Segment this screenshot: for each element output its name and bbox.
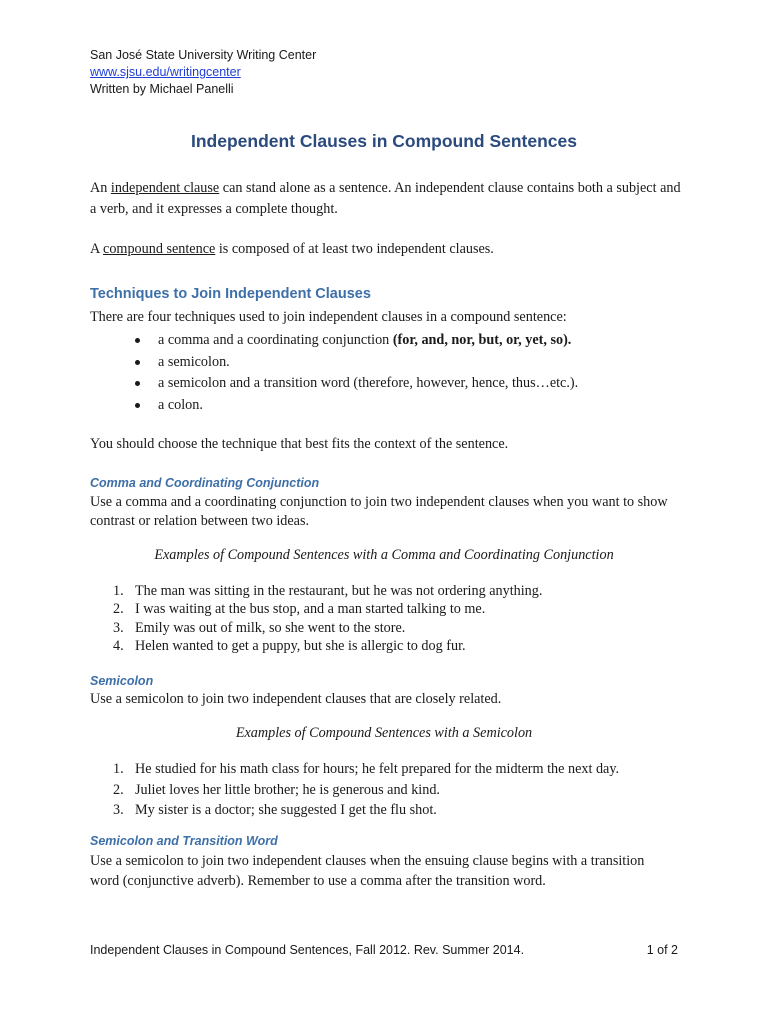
techniques-lead: There are four techniques used to join independent clauses in a compound sentence: [90,309,567,325]
techniques-heading: Techniques to Join Independent Clauses [90,286,371,302]
item-number: 3. [113,619,124,636]
comma-section-heading: Comma and Coordinating Conjunction [90,476,320,490]
intro-text: An [90,180,111,196]
intro-text: A [90,241,104,257]
item-number: 1. [113,761,124,777]
author-line: Written by Michael Panelli [90,82,234,96]
intro-text: is composed of at least two independent clauses. [215,241,494,257]
org-name: San José State University Writing Center [90,48,317,62]
transition-section-body: Use a semicolon to join two independent clauses when the ensuing clause begins with a transition word (conjunctive adverb). Remember to use a comma after the transition word. [90,853,645,889]
semicolon-section-body: Use a semicolon to join two independent clauses that are closely related. [90,691,502,707]
example-text: He studied for his math class for hours; he felt prepared for the midterm the next day. [135,761,620,777]
list-item [113,619,542,637]
semicolon-section-heading: Semicolon [90,674,154,688]
list-item [113,780,619,801]
intro-paragraph-2 [90,239,690,260]
document-header [90,47,316,98]
page-number: 1 of 2 [646,943,678,957]
example-text: I was waiting at the bus stop, and a man started talking to me. [135,601,486,618]
page-title: Independent Clauses in Compound Sentences [190,131,578,151]
bullet-text: a comma and a coordinating conjunction [158,332,393,348]
conjunctions-list: (for, and, nor, but, or, yet, so). [392,332,572,348]
example-text: My sister is a doctor; she suggested I get the flu shot. [135,802,437,818]
writing-center-link[interactable]: www.sjsu.edu/writingcenter [90,65,241,79]
list-item [113,759,619,780]
list-item [113,800,619,821]
semicolon-examples-list [113,759,619,821]
item-number: 1. [113,583,124,599]
semicolon-examples-title: Examples of Compound Sentences with a Semicolon [235,725,533,741]
list-item: a colon. [132,395,578,417]
list-item [113,600,542,618]
example-text: Juliet loves her little brother; he is generous and kind. [135,781,440,798]
comma-examples-title: Examples of Compound Sentences with a Comma and Coordinating Conjunction [154,547,614,563]
techniques-closing: You should choose the technique that best fits the context of the sentence. [90,436,509,452]
term-independent-clause: independent clause [110,180,220,196]
term-compound-sentence: compound sentence [103,241,216,257]
example-text: Helen wanted to get a puppy, but she is allergic to dog fur. [135,637,466,654]
item-number: 2. [113,781,124,798]
intro-text: can stand alone as a sentence. An independent clause contains both a subject and a verb, and it expresses a complete thought. [90,180,681,217]
list-item: a semicolon and a transition word (therefore, however, hence, thus…etc.). [132,373,578,395]
example-text: The man was sitting in the restaurant, but he was not ordering anything. [135,583,543,599]
example-text: Emily was out of milk, so she went to the store. [135,619,406,636]
transition-section-heading: Semicolon and Transition Word [90,834,278,848]
footer-title: Independent Clauses in Compound Sentences, Fall 2012. Rev. Summer 2014. [90,943,525,957]
techniques-list [132,330,578,416]
list-item: a semicolon. [132,352,578,374]
comma-section-body: Use a comma and a coordinating conjunction to join two independent clauses when you want to show contrast or relation between two ideas. [90,494,668,529]
list-item [113,582,542,600]
item-number: 3. [113,802,124,818]
list-item [113,637,542,655]
item-number: 2. [113,601,124,618]
comma-examples-list [113,582,542,655]
intro-paragraph-1 [90,178,690,220]
list-item [132,330,578,352]
item-number: 4. [113,637,124,654]
